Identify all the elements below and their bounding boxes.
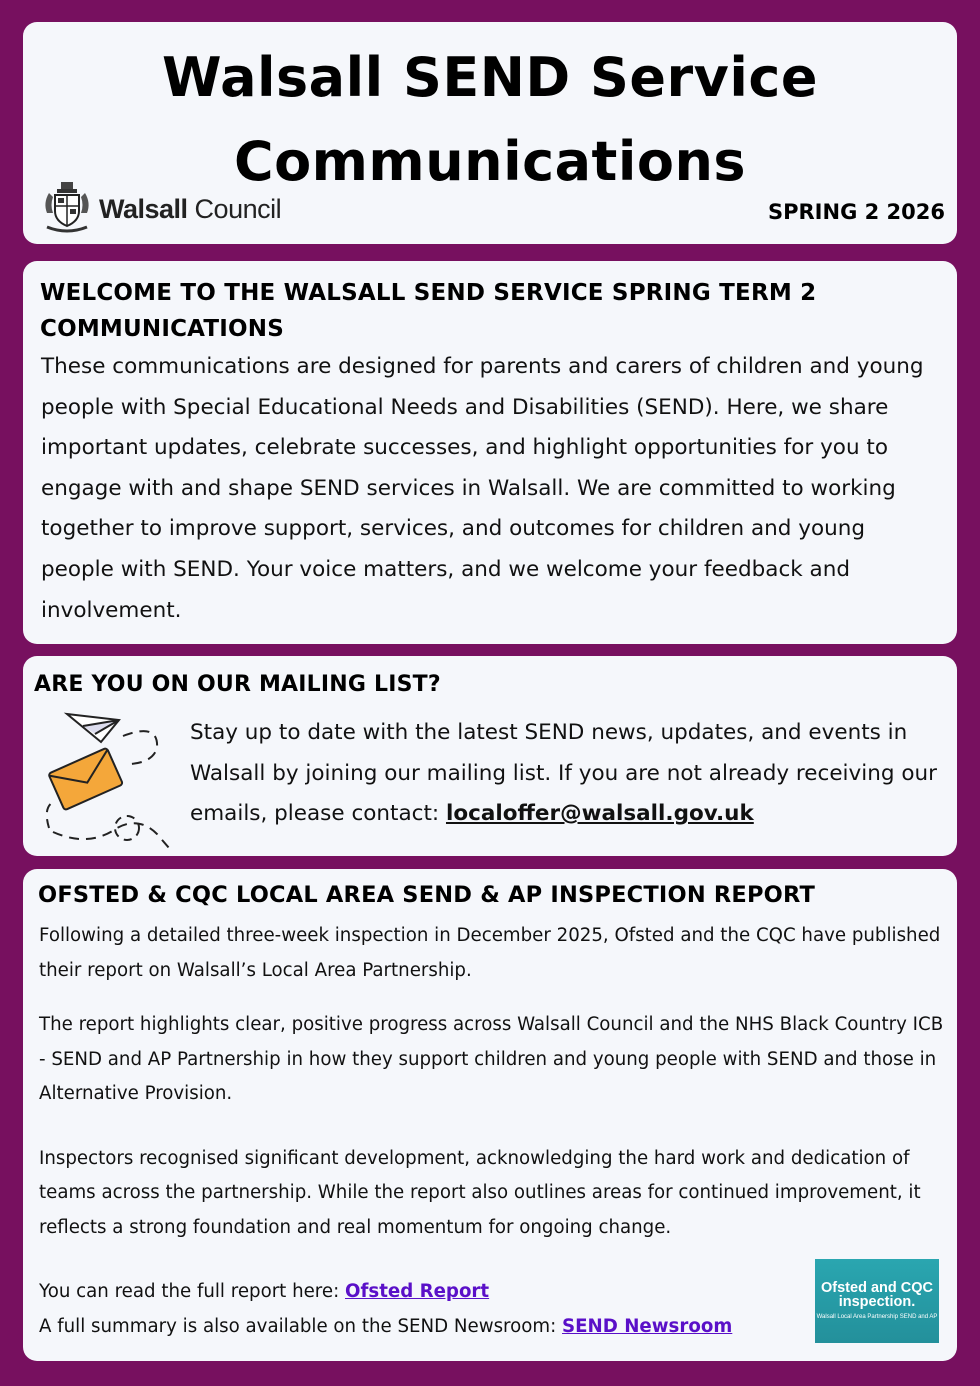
ofsted-report-link[interactable]: Ofsted Report xyxy=(345,1281,490,1302)
term-label: SPRING 2 2026 xyxy=(768,200,945,224)
walsall-council-logo xyxy=(41,180,281,238)
header-card xyxy=(23,22,957,244)
logo-text: Walsall Council xyxy=(99,193,282,224)
welcome-card xyxy=(23,261,957,644)
mailing-list-card xyxy=(23,656,957,856)
ofsted-para-1: Following a detailed three-week inspection in December 2025, Ofsted and the CQC have published their report on Walsall’s Local Area Partnership. xyxy=(39,925,941,981)
ofsted-heading: OFSTED & CQC LOCAL AREA SEND & AP INSPECTION REPORT xyxy=(38,882,816,908)
ofsted-card xyxy=(23,869,957,1361)
email-link[interactable]: localoffer@walsall.gov.uk xyxy=(445,801,754,827)
mailing-body: Stay up to date with the latest SEND news, updates, and events in Walsall by joining our mailing list. If you are not already receiving our emails, please contact: localoffer@walsall.gov.uk xyxy=(190,720,937,827)
mailing-heading: ARE YOU ON OUR MAILING LIST? xyxy=(34,672,441,697)
thumb-title: Ofsted and CQC inspection. xyxy=(821,1280,933,1310)
title-line-1: Walsall SEND Service xyxy=(161,46,819,109)
send-newsroom-link[interactable]: SEND Newsroom xyxy=(562,1315,733,1337)
ofsted-para-3: Inspectors recognised significant development, acknowledging the hard work and dedication of teams across the partnership. While the report also outlines areas for continued improvement, it reflects a strong foundation and real momentum for ongoing change. xyxy=(39,1147,921,1238)
welcome-heading: WELCOME TO THE WALSALL SEND SERVICE SPRING TERM 2 COMMUNICATIONS xyxy=(40,280,817,342)
ofsted-para-2: The report highlights clear, positive progress across Walsall Council and the NHS Black Country ICB - SEND and AP Partnership in how they support children and young people with SEND and those in Alternative Provision. xyxy=(39,1014,944,1104)
ofsted-body xyxy=(39,919,944,1344)
paper-plane-envelope-icon xyxy=(39,708,179,852)
ofsted-thumbnail[interactable] xyxy=(815,1259,939,1343)
title-line-2: Communications xyxy=(233,130,747,193)
page-title xyxy=(23,36,957,204)
read-report-line: You can read the full report here: Ofsted Report xyxy=(39,1281,490,1302)
council-crest-icon xyxy=(41,179,93,239)
summary-line: A full summary is also available on the SEND Newsroom: SEND Newsroom xyxy=(39,1315,733,1337)
welcome-body: These communications are designed for parents and carers of children and young people with Special Educational Needs and Disabilities (SEND). Here, we share important updates, celebrate successes, and highlight opportunities for you to engage with and shape SEND services in Walsall. We are committed to working together to improve support, services, and outcomes for children and young people with SEND. Your voice matters, and we welcome your feedback and involvement. xyxy=(41,354,924,623)
thumb-subtitle: Walsall Local Area Partnership SEND and AP xyxy=(816,1314,938,1320)
